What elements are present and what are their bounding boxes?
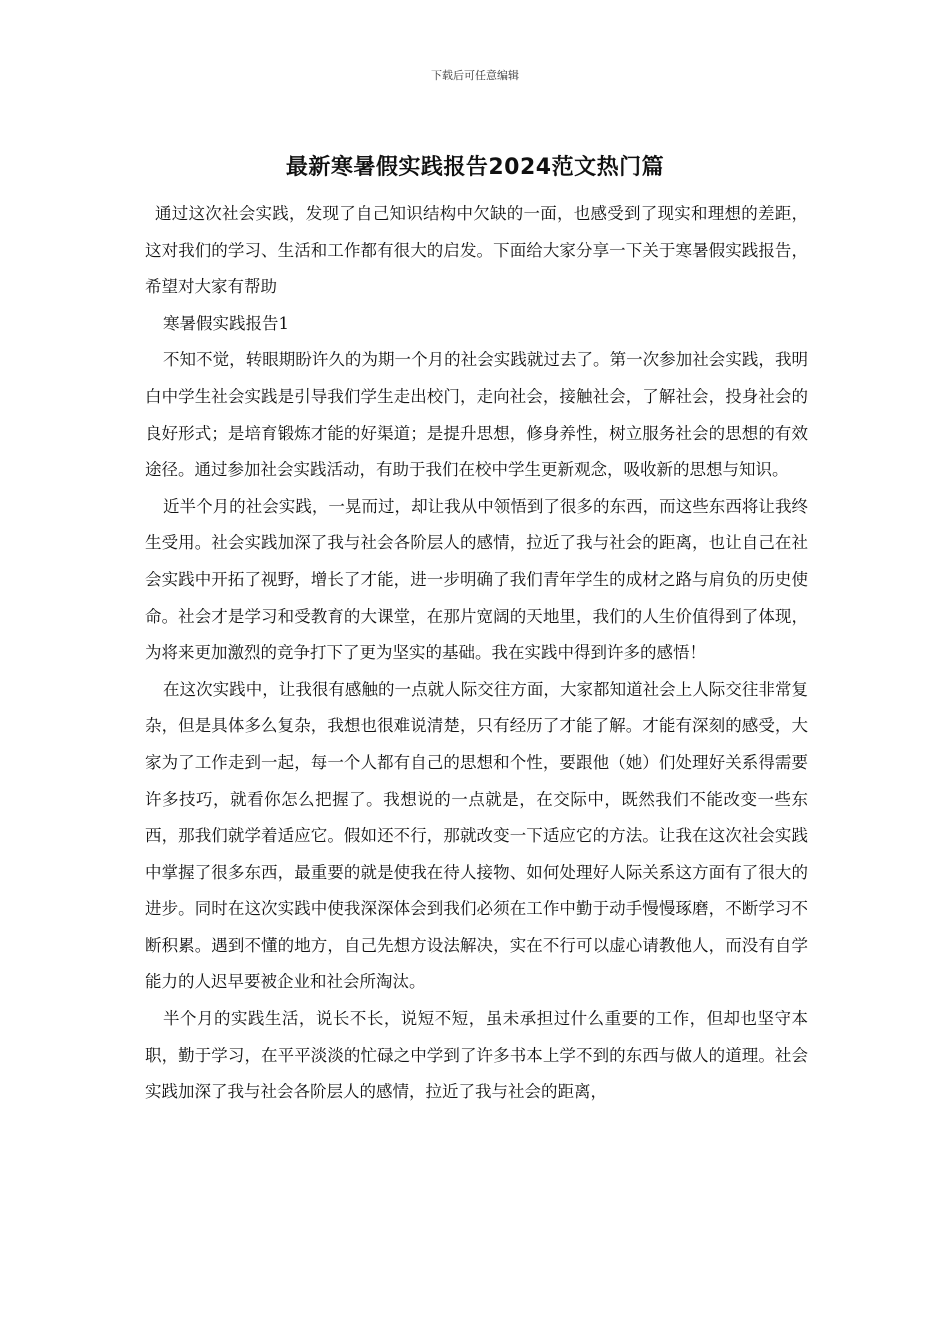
- intro-paragraph: 通过这次社会实践，发现了自己知识结构中欠缺的一面，也感受到了现实和理想的差距，这对我们的学习、生活和工作都有很大的启发。下面给大家分享一下关于寒暑假实践报告，希望对大家有帮助: [145, 204, 808, 297]
- body-paragraph: 半个月的实践生活，说长不长，说短不短，虽未承担过什么重要的工作，但却也坚守本职，勤于学习，在平平淡淡的忙碌之中学到了许多书本上学不到的东西与做人的道理。社会实践加深了我与社会各阶层人的感情，拉近了我与社会的距离，: [145, 1009, 808, 1102]
- header-note: 下载后可任意编辑: [431, 69, 519, 82]
- document-title: 最新寒暑假实践报告2024范文热门篇: [285, 155, 665, 180]
- body-paragraph: 不知不觉，转眼期盼许久的为期一个月的社会实践就过去了。第一次参加社会实践，我明白中学生社会实践是引导我们学生走出校门，走向社会，接触社会，了解社会，投身社会的良好形式；是培育锻炼才能的好渠道；是提升思想，修身养性，树立服务社会的思想的有效途径。通过参加社会实践活动，有助于我们在校中学生更新观念，吸收新的思想与知识。: [145, 350, 808, 480]
- section-heading: 寒暑假实践报告1: [163, 313, 289, 333]
- body-paragraph: 在这次实践中，让我很有感触的一点就人际交往方面，大家都知道社会上人际交往非常复杂，但是具体多么复杂，我想也很难说清楚，只有经历了才能了解。才能有深刻的感受，大家为了工作走到一起，每一个人都有自己的思想和个性，要跟他（她）们处理好关系得需要许多技巧，就看你怎么把握了。我想说的一点就是，在交际中，既然我们不能改变一些东西，那我们就学着适应它。假如还不行，那就改变一下适应它的方法。让我在这次社会实践中掌握了很多东西，最重要的就是使我在待人接物、如何处理好人际关系这方面有了很大的进步。同时在这次实践中使我深深体会到我们必须在工作中勤于动手慢慢琢磨，不断学习不断积累。遇到不懂的地方，自己先想方设法解决，实在不行可以虚心请教他人，而没有自学能力的人迟早要被企业和社会所淘汰。: [145, 679, 808, 992]
- body-paragraph: 近半个月的社会实践，一晃而过，却让我从中领悟到了很多的东西，而这些东西将让我终生受用。社会实践加深了我与社会各阶层人的感情，拉近了我与社会的距离，也让自己在社会实践中开拓了视野，增长了才能，进一步明确了我们青年学生的成材之路与肩负的历史使命。社会才是学习和受教育的大课堂，在那片宽阔的天地里，我们的人生价值得到了体现，为将来更加激烈的竞争打下了更为坚实的基础。我在实践中得到许多的感悟！: [145, 496, 808, 663]
- document-body: [145, 196, 808, 1111]
